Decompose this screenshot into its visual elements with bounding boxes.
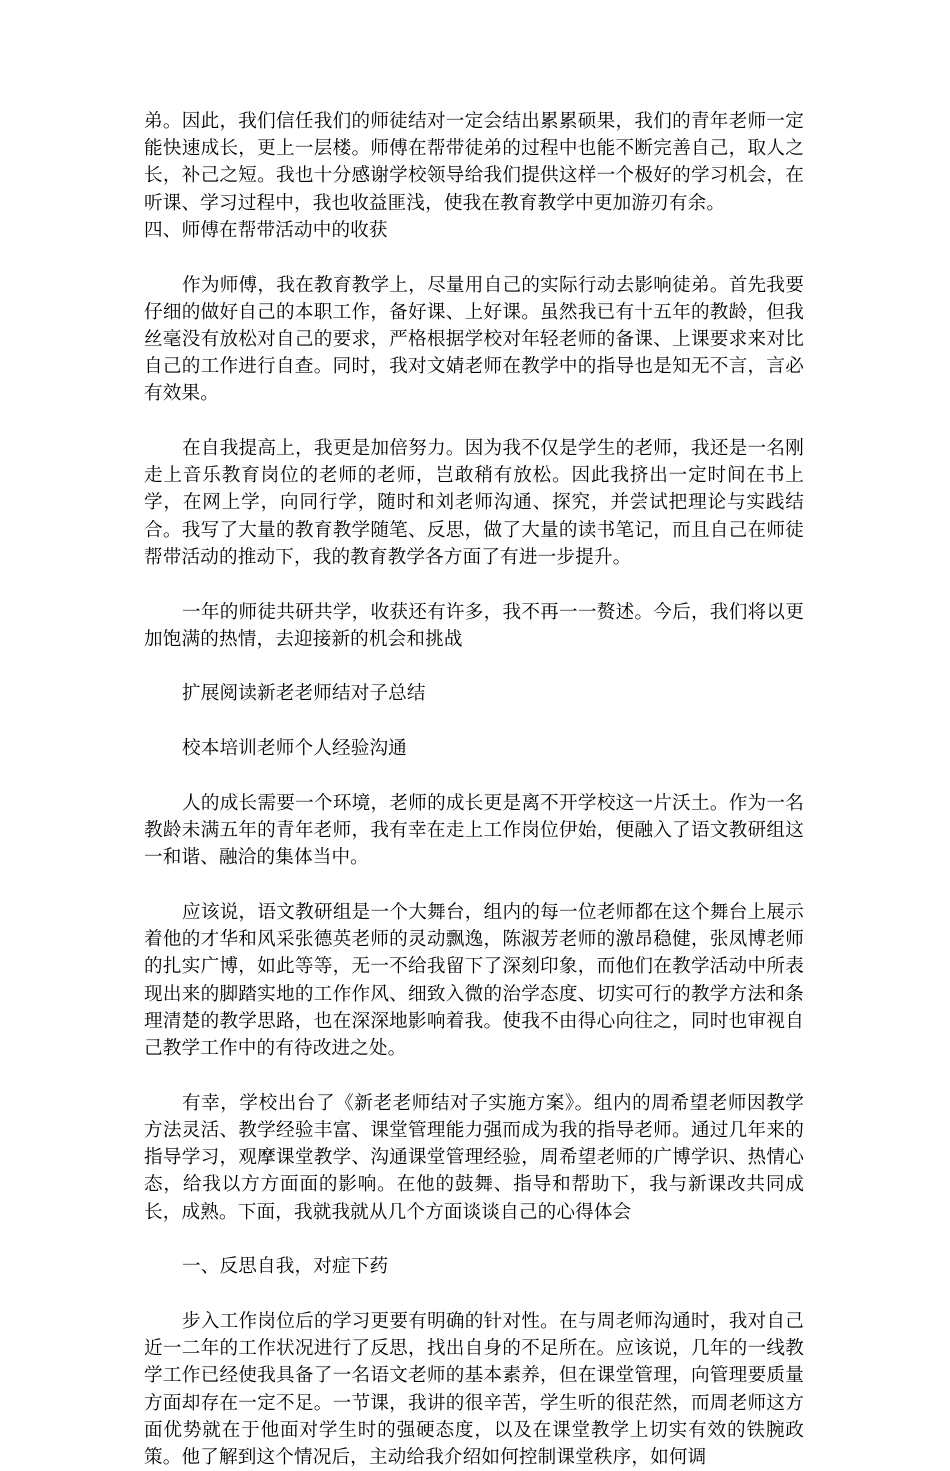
- article-title: 校本培训老师个人经验沟通: [182, 738, 407, 760]
- paragraph-2: 作为师傅，我在教育教学上，尽量用自己的实际行动去影响徒弟。首先我要仔细的做好自己的本职工作，备好课、上好课。虽然我已有十五年的教龄，但我丝毫没有放松对自己的要求，严格根据学校对年轻老师的备课、上课要求来对比自己的工作进行自查。同时，我对文婧老师在教学中的指导也是知无不言，言必有效果。: [144, 274, 804, 405]
- section-heading-1: 一、反思自我，对症下药: [182, 1256, 389, 1278]
- document-page: [144, 108, 804, 1471]
- section-heading-4: 四、师傅在帮带活动中的收获: [144, 219, 388, 241]
- paragraph-5: 人的成长需要一个环境，老师的成长更是离不开学校这一片沃土。作为一名教龄未满五年的青年老师，我有幸在走上工作岗位伊始，便融入了语文教研组这一和谐、融洽的集体当中。: [144, 792, 804, 869]
- paragraph-6: 应该说，语文教研组是一个大舞台，组内的每一位老师都在这个舞台上展示着他的才华和风采张德英老师的灵动飘逸，陈淑芳老师的激昂稳健，张凤博老师的扎实广博，如此等等，无一不给我留下了深刻印象，而他们在教学活动中所表现出来的脚踏实地的工作作风、细致入微的治学态度、切实可行的教学方法和条理清楚的教学思路，也在深深地影响着我。使我不由得心向往之，同时也审视自己教学工作中的有待改进之处。: [144, 901, 804, 1059]
- paragraph-1: 弟。因此，我们信任我们的师徒结对一定会结出累累硕果，我们的青年老师一定能快速成长，更上一层楼。师傅在帮带徒弟的过程中也能不断完善自己，取人之长，补己之短。我也十分感谢学校领导给我们提供这样一个极好的学习机会，在听课、学习过程中，我也收益匪浅，使我在教育教学中更加游刃有余。: [144, 111, 804, 214]
- paragraph-7: 有幸，学校出台了《新老老师结对子实施方案》。组内的周希望老师因教学方法灵活、教学经验丰富、课堂管理能力强而成为我的指导老师。通过几年来的指导学习，观摩课堂教学、沟通课堂管理经验，周希望老师的广博学识、热情心态，给我以方方面面的影响。在他的鼓舞、指导和帮助下，我与新课改共同成长，成熟。下面，我就我就从几个方面谈谈自己的心得体会: [144, 1092, 804, 1223]
- paragraph-8: 步入工作岗位后的学习更要有明确的针对性。在与周老师沟通时，我对自己近一二年的工作状况进行了反思，找出自身的不足所在。应该说，几年的一线教学工作已经使我具备了一名语文老师的基本素养，但在课堂管理，向管理要质量方面却存在一定不足。一节课，我讲的很辛苦，学生听的很茫然，而周老师这方面优势就在于他面对学生时的强硬态度，以及在课堂教学上切实有效的铁腕政策。他了解到这个情况后，主动给我介绍如何控制课堂秩序，如何调: [144, 1310, 804, 1468]
- extended-reading-title: 扩展阅读新老老师结对子总结: [182, 683, 426, 705]
- paragraph-4: 一年的师徒共研共学，收获还有许多，我不再一一赘述。今后，我们将以更加饱满的热情，去迎接新的机会和挑战: [144, 601, 804, 650]
- paragraph-3: 在自我提高上，我更是加倍努力。因为我不仅是学生的老师，我还是一名刚走上音乐教育岗位的老师的老师，岂敢稍有放松。因此我挤出一定时间在书上学，在网上学，向同行学，随时和刘老师沟通、探究，并尝试把理论与实践结合。我写了大量的教育教学随笔、反思，做了大量的读书笔记，而且自己在师徒帮带活动的推动下，我的教育教学各方面了有进一步提升。: [144, 438, 804, 568]
